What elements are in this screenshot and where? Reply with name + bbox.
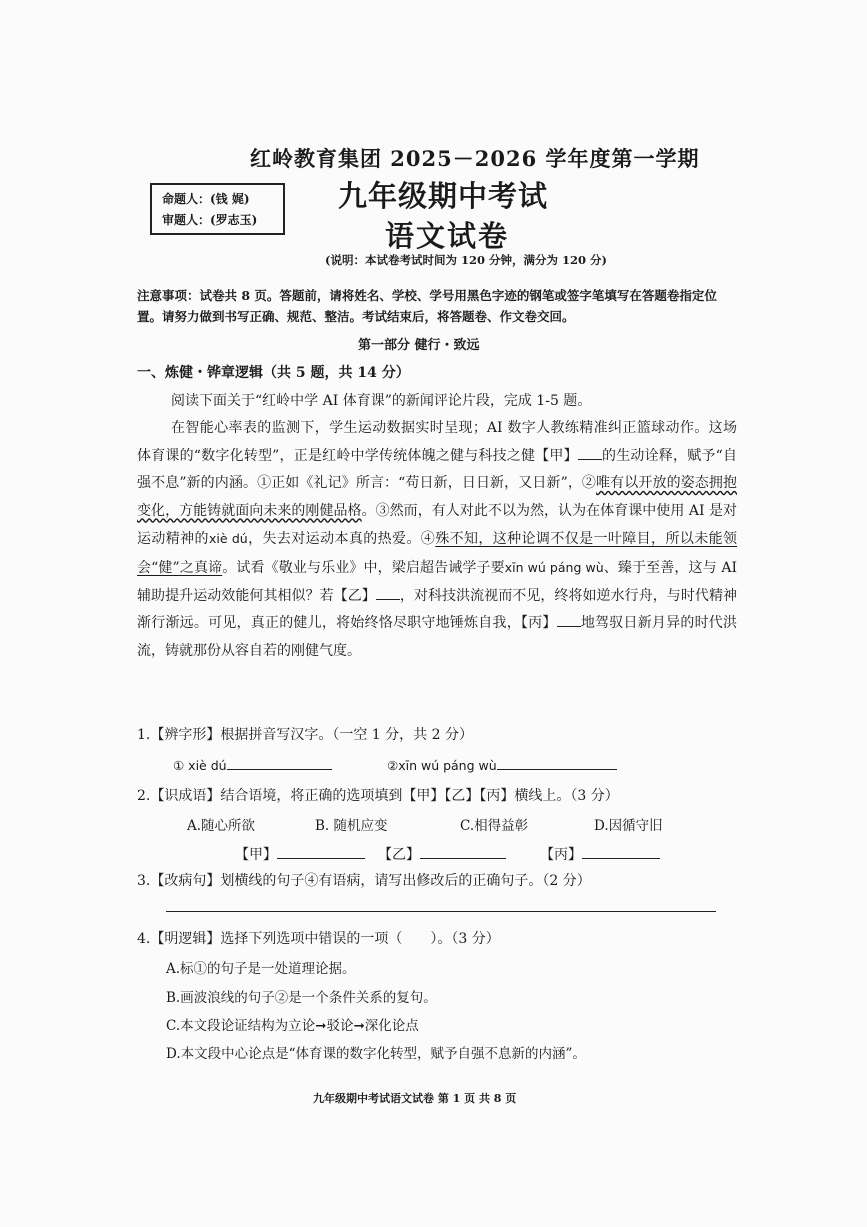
question-2-blank-bing bbox=[540, 843, 660, 864]
school-title: 红岭教育集团 2025－2026 学年度第一学期 bbox=[250, 146, 700, 171]
question-3: 3.【改病句】划横线的句子④有语病，请写出修改后的正确句子。（2 分） bbox=[137, 873, 591, 889]
answer-blank[interactable] bbox=[582, 843, 660, 859]
question-1: 1.【辨字形】根据拼音写汉字。（一空 1 分，共 2 分） bbox=[137, 727, 473, 743]
passage-text: ，失去对运动本真的热爱。④ bbox=[247, 531, 436, 548]
authors-box bbox=[150, 183, 285, 235]
blank-label: 【甲】 bbox=[235, 847, 277, 863]
question-2-blank-yi bbox=[378, 843, 506, 864]
section-title: 一、炼健・铧章逻辑（共 5 题，共 14 分） bbox=[137, 365, 410, 381]
blank-label: 【丙】 bbox=[540, 847, 582, 863]
answer-blank[interactable] bbox=[277, 843, 365, 859]
answer-blank[interactable] bbox=[420, 843, 506, 859]
question-4-option-c: C.本文段论证结构为立论➞驳论➞深化论点 bbox=[166, 1018, 419, 1034]
exam-note: (说明：本试卷考试时间为 120 分钟，满分为 120 分) bbox=[325, 253, 607, 267]
question-2-option-c: C.相得益彰 bbox=[460, 818, 529, 834]
underlined-sentence-4: 殊不知，这种论调不仅是一叶障目，所以未能领会“健”之真谛 bbox=[137, 531, 737, 576]
blank-yi bbox=[376, 585, 400, 600]
exam-title: 九年级期中考试 bbox=[338, 179, 549, 213]
passage-text: 的生动诠释，赋予“自强不息”新的内涵。①正如《礼记》所言：“苟日新，日日新，又日新”，② bbox=[137, 447, 737, 492]
answer-blank[interactable] bbox=[497, 754, 617, 770]
question-3-answer-line[interactable] bbox=[166, 911, 716, 912]
question-1-item-b-label: ②xīn wú páng wù bbox=[387, 758, 497, 773]
answer-blank[interactable] bbox=[227, 754, 332, 770]
pinyin-xiedu: xiè dú bbox=[208, 531, 248, 547]
passage-text: 。试看《敬业与乐业》中，梁启超告诫学子要 bbox=[222, 559, 505, 576]
question-4-option-b: B.画波浪线的句子②是一个条件关系的复句。 bbox=[166, 990, 437, 1006]
blank-bing bbox=[557, 612, 581, 627]
part-title: 第一部分 健行・致远 bbox=[358, 338, 480, 353]
blank-label: 【乙】 bbox=[378, 847, 420, 863]
setter-label: 命题人：(钱 娓) bbox=[162, 192, 250, 206]
subject-title: 语文试卷 bbox=[385, 219, 510, 253]
question-4-option-d: D.本文段中心论点是“体育课的数字化转型，赋予自强不息新的内涵”。 bbox=[166, 1046, 586, 1062]
notice: 注意事项：试卷共 8 页。答题前，请将姓名、学校、学号用黑色字迹的钢笔或签字笔填写在答题卷指定位置。请努力做到书写正确、规范、整洁。考试结束后，将答题卷、作文卷交回。 bbox=[137, 288, 717, 324]
question-2-blank-jia bbox=[235, 843, 365, 864]
reading-passage bbox=[137, 415, 737, 665]
question-2: 2.【识成语】结合语境，将正确的选项填到【甲】【乙】【丙】横线上。（3 分） bbox=[137, 788, 619, 804]
question-1-item-a bbox=[173, 754, 332, 774]
question-2-option-a: A.随心所欲 bbox=[187, 818, 256, 834]
passage-text: ，对科技洪流视而不见，终将如逆水行舟，与时代精神渐行渐远。可见，真正的健儿，将始终恪尽职守地锤炼自我，【丙】 bbox=[137, 587, 737, 632]
passage-text: 、臻于至善，这与 AI 辅助提升运动效能何其相似？若【乙】 bbox=[137, 559, 737, 604]
question-1-item-b bbox=[387, 754, 617, 774]
pinyin-xinwupangwu: xīn wú páng wù bbox=[504, 559, 604, 575]
blank-jia bbox=[578, 445, 602, 460]
question-1-item-a-label: ① xiè dú bbox=[173, 758, 227, 773]
question-4: 4.【明逻辑】选择下列选项中错误的一项（ ）。（3 分） bbox=[137, 931, 500, 947]
passage-text: 。③然而，有人对此不以为然，认为在体育课中使用 AI 是对运动精神的 bbox=[137, 502, 738, 548]
passage-text: 地驾驭日新月异的时代洪流，铸就那份从容自若的刚健气度。 bbox=[137, 615, 738, 659]
question-2-option-b: B. 随机应变 bbox=[315, 818, 388, 834]
wavy-sentence-2: 唯有以开放的姿态拥抱变化，方能铸就面向未来的刚健品格 bbox=[137, 475, 737, 519]
question-4-option-a: A.标①的句子是一处道理论据。 bbox=[166, 961, 356, 977]
question-2-option-d: D.因循守旧 bbox=[594, 818, 663, 834]
reading-intro: 阅读下面关于“红岭中学 AI 体育课”的新闻评论片段，完成 1-5 题。 bbox=[171, 393, 592, 409]
reviewer-label: 审题人：(罗志玉) bbox=[162, 213, 258, 227]
passage-text: 在智能心率表的监测下，学生运动数据实时呈现；AI 数字人教练精准纠正篮球动作。这场体育课的“数字化转型”，正是红岭中学传统体魄之健与科技之健【甲】 bbox=[137, 420, 737, 464]
page-footer: 九年级期中考试语文试卷 第 1 页 共 8 页 bbox=[313, 1092, 517, 1105]
